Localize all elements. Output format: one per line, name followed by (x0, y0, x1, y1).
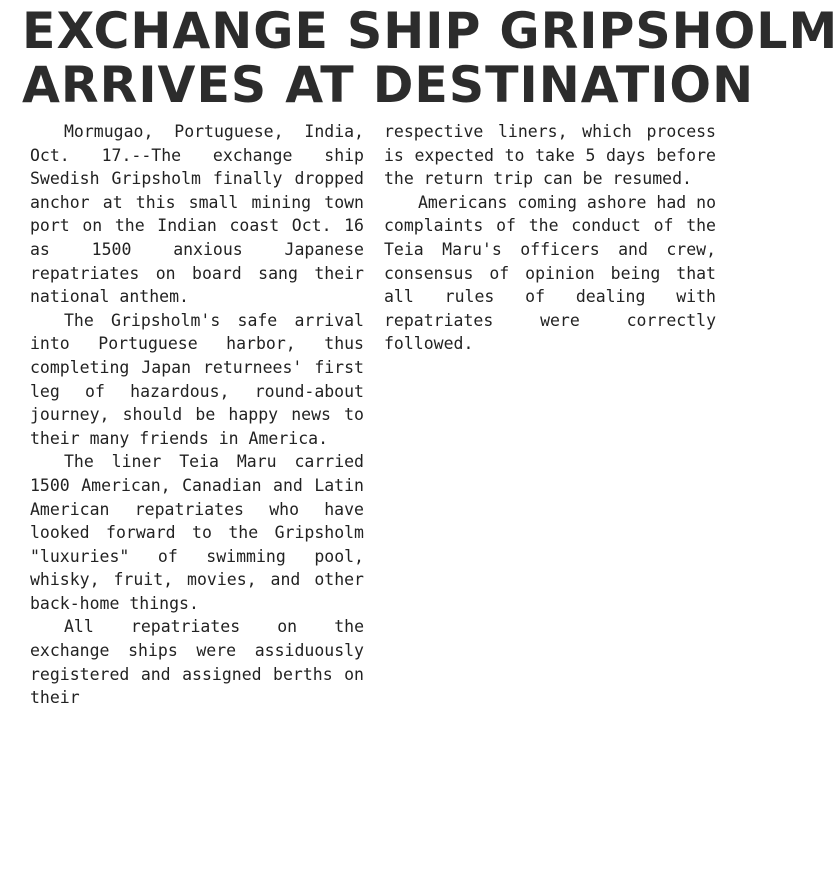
paragraph: respective liners, which process is expected to take 5 days before the return trip can be resumed. (384, 122, 716, 189)
paragraph: The Gripsholm's safe arrival into Portuguese harbor, thus completing Japan returnees' first leg of hazardous, round-about journey, should be happy news to their many friends in America. (30, 310, 364, 448)
right-column (384, 120, 716, 356)
paragraph: The liner Teia Maru carried 1500 American, Canadian and Latin American repatriates who have looked forward to the Gripsholm "luxuries" of swimming pool, whisky, fruit, movies, and other back-home things. (30, 452, 364, 613)
headline-line-1: EXCHANGE SHIP GRIPSHOLM (22, 2, 838, 60)
paragraph: Mormugao, Portuguese, India, Oct. 17.--The exchange ship Swedish Gripsholm finally dropped anchor at this small mining town port on the Indian coast Oct. 16 as 1500 anxious Japanese repatriates on board sang their national anthem. (30, 122, 364, 307)
headline-line-2: ARRIVES AT DESTINATION (22, 56, 755, 114)
left-column (30, 120, 364, 710)
paragraph: Americans coming ashore had no complaints of the conduct of the Teia Maru's officers and crew, consensus of opinion being that all rules of dealing with repatriates were correctly followed. (384, 192, 717, 354)
paragraph: All repatriates on the exchange ships were assiduously registered and assigned berths on their (30, 617, 364, 708)
